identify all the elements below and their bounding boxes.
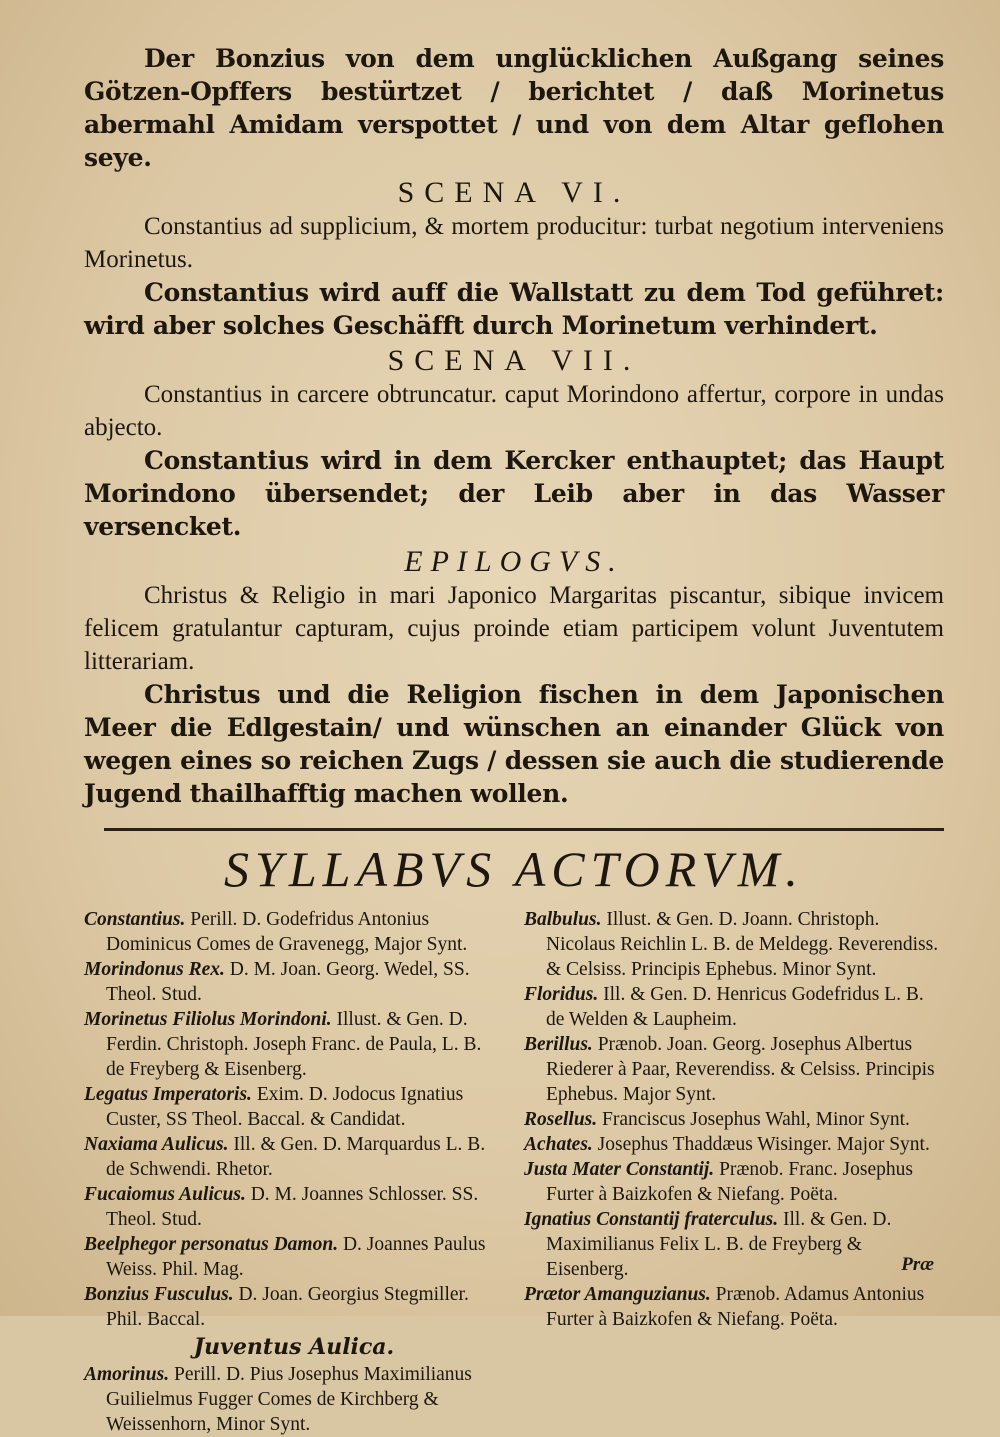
- scena-7-german: Constantius wird in dem Kercker enthauptet; das Haupt Morindono übersendet; der Leib aber in das Wasser versencket.: [84, 446, 944, 541]
- role-name: Beelphegor personatus Damon.: [84, 1234, 339, 1255]
- catchword: Præ: [901, 1254, 934, 1275]
- role-name: Ignatius Constantij fraterculus.: [524, 1209, 779, 1230]
- top-german-summary: Der Bonzius von dem unglücklichen Außgang seines Götzen-Opffers bestürtzet / berichtet / daß Morinetus abermahl Amidam verspottet / und von dem Altar geflohen seye.: [84, 44, 944, 172]
- actor-name: Prænob. Franc. Josephus Furter à Baizkofen & Niefang. Poëta.: [546, 1159, 913, 1205]
- scena-6-latin: Constantius ad supplicium, & mortem producitur: turbat negotium interveniens Morinetus.: [84, 213, 944, 273]
- actor-name: Josephus Thaddæus Wisinger. Major Synt.: [597, 1134, 930, 1155]
- role-name: Achates.: [524, 1134, 593, 1155]
- cast-entry: [524, 1282, 944, 1332]
- actor-name: Perill. D. Pius Josephus Maximilianus Guilielmus Fugger Comes de Kirchberg & Weissenhorn, Minor Synt.: [106, 1364, 472, 1435]
- scena-7-heading: SCENA VII.: [387, 344, 641, 377]
- scena-6-german: Constantius wird auff die Wallstatt zu dem Tod geführet: wird aber solches Geschäfft durch Morinetum verhindert.: [84, 278, 944, 340]
- actor-name: Ill. & Gen. D. Marquardus L. B. de Schwendi. Rhetor.: [106, 1134, 486, 1180]
- cast-list: [84, 907, 944, 1437]
- epilogus-heading: EPILOGVS.: [404, 545, 624, 578]
- role-name: Floridus.: [524, 984, 599, 1005]
- cast-entry: [524, 1157, 944, 1207]
- cast-entry: [524, 1107, 944, 1132]
- role-name: Justa Mater Constantij.: [524, 1159, 715, 1180]
- actor-name: Prænob. Joan. Georg. Josephus Albertus Riederer à Paar, Reverendiss. & Celsiss. Principis Ephebus. Major Synt.: [546, 1034, 935, 1105]
- actor-name: D. M. Joan. Georg. Wedel, SS. Theol. Stud.: [106, 959, 470, 1005]
- actor-name: Franciscus Josephus Wahl, Minor Synt.: [602, 1109, 910, 1130]
- cast-entry: [84, 1007, 504, 1082]
- cast-entry: [84, 907, 504, 957]
- role-name: Naxiama Aulicus.: [84, 1134, 229, 1155]
- juventus-heading: Juventus Aulica.: [193, 1334, 395, 1360]
- actor-name: Illust. & Gen. D. Ferdin. Christoph. Joseph Franc. de Paula, L. B. de Freyberg & Eisenberg.: [106, 1009, 482, 1080]
- cast-entry: [84, 1282, 504, 1332]
- epilogus-german: Christus und die Religion fischen in dem Japonischen Meer die Edlgestain/ und wünschen an einander Glück von wegen eines so reichen Zugs / dessen sie auch die studierende Jugend thailhafftig machen wollen.: [84, 680, 944, 808]
- role-name: Morindonus Rex.: [84, 959, 225, 980]
- role-name: Constantius.: [84, 909, 186, 930]
- cast-entry: [84, 1132, 504, 1182]
- cast-entry: [84, 957, 504, 1007]
- epilogus-latin: Christus & Religio in mari Japonico Margaritas piscantur, sibique invicem felicem gratulantur capturam, cujus proinde etiam participem volunt Juventutem litterariam.: [84, 582, 944, 675]
- role-name: Fucaiomus Aulicus.: [84, 1184, 246, 1205]
- actor-name: Ill. & Gen. D. Henricus Godefridus L. B. de Welden & Laupheim.: [546, 984, 924, 1030]
- role-name: Berillus.: [524, 1034, 593, 1055]
- role-name: Morinetus Filiolus Morindoni.: [84, 1009, 332, 1030]
- syllabus-title: SYLLABVS ACTORVM.: [224, 841, 804, 897]
- cast-entry: [84, 1362, 504, 1437]
- actor-name: Ill. & Gen. D. Maximilianus Felix L. B. de Freyberg & Eisenberg.: [546, 1209, 892, 1280]
- cast-entry: [524, 1207, 944, 1282]
- role-name: Prætor Amanguzianus.: [524, 1284, 711, 1305]
- role-name: Rosellus.: [524, 1109, 598, 1130]
- actor-name: Perill. D. Godefridus Antonius Dominicus Comes de Gravenegg, Major Synt.: [106, 909, 468, 955]
- divider-rule: [104, 828, 944, 831]
- scena-7-latin: Constantius in carcere obtruncatur. caput Morindono affertur, corpore in undas abjecto.: [84, 381, 944, 441]
- scena-6-heading: SCENA VI.: [397, 176, 631, 209]
- cast-column-left: [84, 907, 504, 1437]
- cast-entry: [524, 1032, 944, 1107]
- cast-entry: [84, 1082, 504, 1132]
- actor-name: Illust. & Gen. D. Joann. Christoph. Nicolaus Reichlin L. B. de Meldegg. Reverendiss. & Celsiss. Principis Ephebus. Minor Synt.: [546, 909, 939, 980]
- cast-entry: [524, 907, 944, 982]
- cast-entry: [524, 1132, 944, 1157]
- role-name: Legatus Imperatoris.: [84, 1084, 252, 1105]
- cast-entry: [84, 1232, 504, 1282]
- cast-entry: [524, 982, 944, 1032]
- cast-entry: [84, 1182, 504, 1232]
- actor-name: Exim. D. Jodocus Ignatius Custer, SS Theol. Baccal. & Candidat.: [106, 1084, 464, 1130]
- actor-name: D. Joannes Paulus Weiss. Phil. Mag.: [106, 1234, 486, 1280]
- actor-name: D. Joan. Georgius Stegmiller. Phil. Baccal.: [106, 1284, 469, 1330]
- role-name: Balbulus.: [524, 909, 602, 930]
- role-name: Bonzius Fusculus.: [84, 1284, 234, 1305]
- actor-name: Prænob. Adamus Antonius Furter à Baizkofen & Niefang. Poëta.: [546, 1284, 925, 1330]
- cast-column-right: [524, 907, 944, 1437]
- actor-name: D. M. Joannes Schlosser. SS. Theol. Stud.: [106, 1184, 479, 1230]
- role-name: Amorinus.: [84, 1364, 170, 1385]
